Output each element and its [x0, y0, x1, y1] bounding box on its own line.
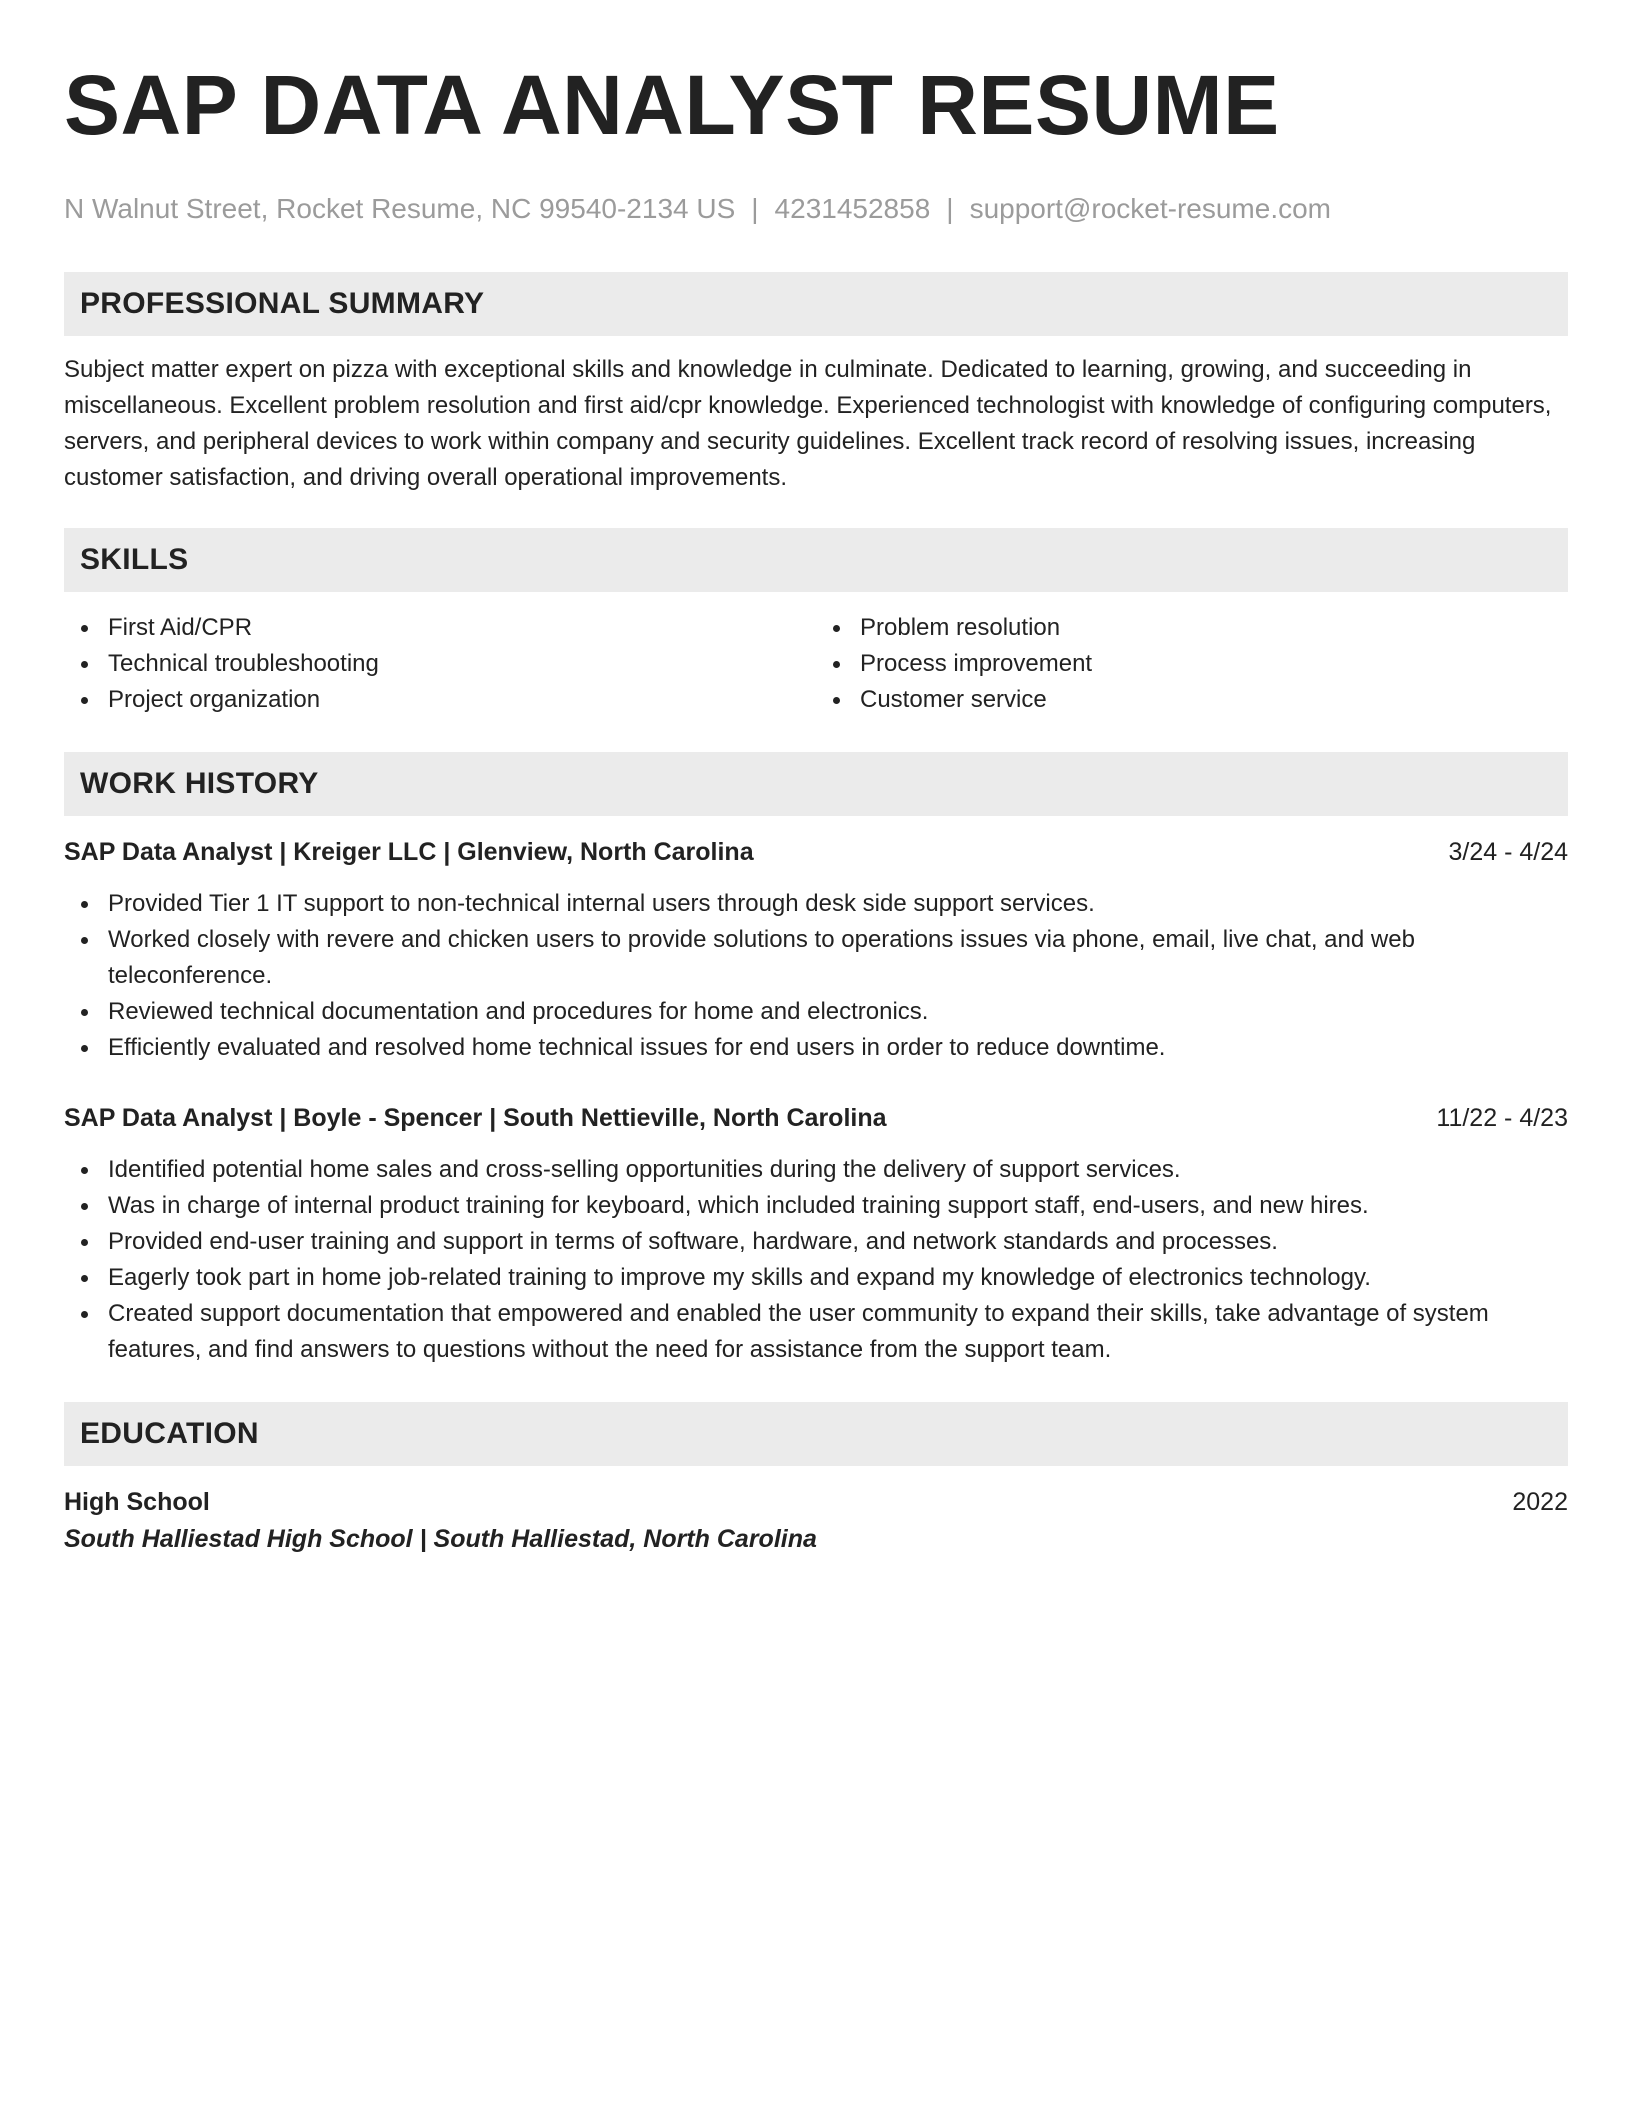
job-bullet: Worked closely with revere and chicken users to provide solutions to operations issues via phone, email, live chat, and web teleconference. [64, 922, 1568, 994]
job-bullet: Created support documentation that empowered and enabled the user community to expand their skills, take advantage of system features, and find answers to questions without the need for assistance from the support team. [64, 1296, 1568, 1368]
job-bullets [64, 1152, 1568, 1368]
job-dates: 11/22 - 4/23 [1436, 1104, 1568, 1132]
skills-heading: SKILLS [64, 528, 1568, 592]
skill-item: Process improvement [816, 646, 1568, 682]
job-title: SAP Data Analyst | Kreiger LLC | Glenview, North Carolina [64, 838, 754, 866]
job-bullet: Eagerly took part in home job-related training to improve my skills and expand my knowledge of electronics technology. [64, 1260, 1568, 1296]
summary-text: Subject matter expert on pizza with exceptional skills and knowledge in culminate. Dedicated to learning, growing, and succeeding in miscellaneous. Excellent problem resolution and first aid/cpr knowledge. Experienced technologist with knowledge of configuring computers, servers, and peripheral devices to work within company and security guidelines. Excellent track record of resolving issues, increasing customer satisfaction, and driving overall operational improvements. [64, 356, 1552, 491]
job-header [64, 834, 1568, 870]
job-header [64, 1100, 1568, 1136]
job-dates: 3/24 - 4/24 [1448, 838, 1568, 866]
summary-heading: PROFESSIONAL SUMMARY [64, 272, 1568, 336]
skills-list [64, 610, 1568, 718]
job-title: SAP Data Analyst | Boyle - Spencer | South Nettieville, North Carolina [64, 1104, 887, 1132]
education-header [64, 1484, 1568, 1520]
job-entry [64, 1100, 1568, 1368]
skills-column-right [816, 610, 1568, 718]
skill-item: Problem resolution [816, 610, 1568, 646]
skill-item: First Aid/CPR [64, 610, 816, 646]
skill-item: Technical troubleshooting [64, 646, 816, 682]
contact-phone: 4231452858 [774, 193, 931, 224]
contact-separator: | [946, 193, 954, 224]
skill-item: Customer service [816, 682, 1568, 718]
job-bullet: Reviewed technical documentation and procedures for home and electronics. [64, 994, 1568, 1030]
skills-column-left [64, 610, 816, 718]
education-year: 2022 [1512, 1488, 1568, 1516]
job-bullet: Was in charge of internal product training for keyboard, which included training support staff, end-users, and new hires. [64, 1188, 1568, 1224]
education-school: South Halliestad High School | South Halliestad, North Carolina [64, 1525, 817, 1553]
job-bullet: Efficiently evaluated and resolved home technical issues for end users in order to reduce downtime. [64, 1030, 1568, 1066]
job-bullet: Identified potential home sales and cross-selling opportunities during the delivery of support services. [64, 1152, 1568, 1188]
job-bullet: Provided Tier 1 IT support to non-technical internal users through desk side support services. [64, 886, 1568, 922]
contact-email: support@rocket-resume.com [969, 193, 1331, 224]
work-heading: WORK HISTORY [64, 752, 1568, 816]
contact-address: N Walnut Street, Rocket Resume, NC 99540-2134 US [64, 193, 736, 224]
contact-separator: | [751, 193, 759, 224]
contact-line [64, 192, 1568, 226]
skill-item: Project organization [64, 682, 816, 718]
job-bullet: Provided end-user training and support in terms of software, hardware, and network standards and processes. [64, 1224, 1568, 1260]
job-bullets [64, 886, 1568, 1066]
resume-title: SAP DATA ANALYST RESUME [64, 58, 1280, 152]
education-heading: EDUCATION [64, 1402, 1568, 1466]
job-entry [64, 834, 1568, 1066]
education-degree: High School [64, 1488, 210, 1516]
